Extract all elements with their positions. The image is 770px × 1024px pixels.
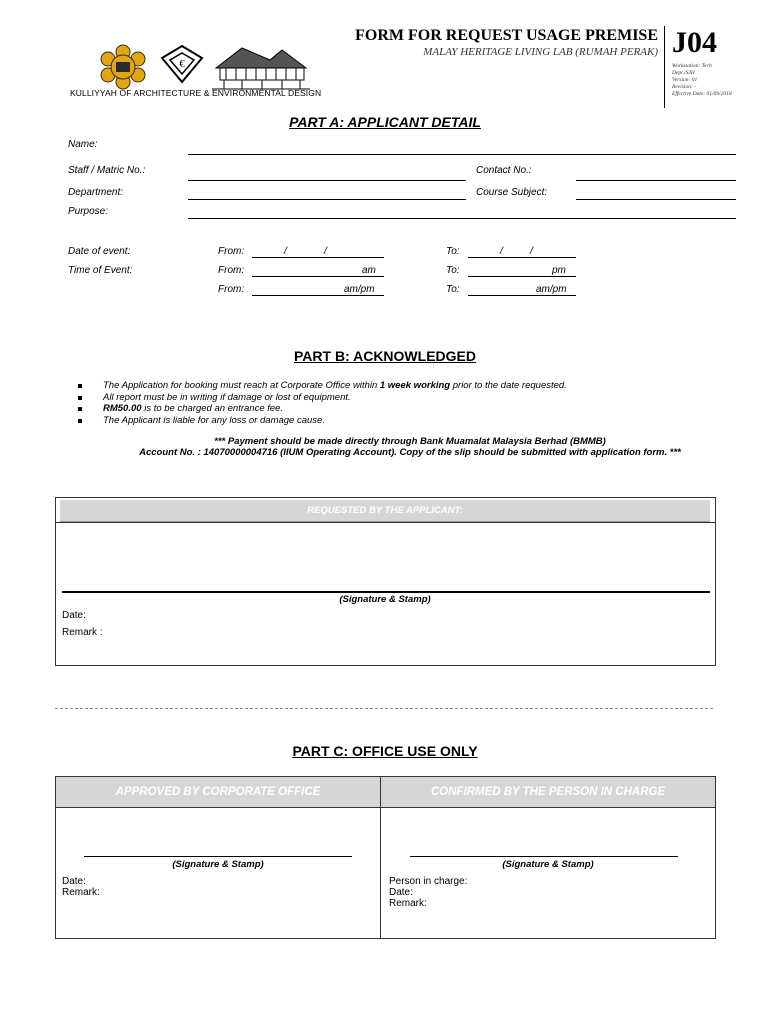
university-logo xyxy=(98,44,148,90)
purpose-label: Purpose: xyxy=(68,206,109,217)
time-from-ampm: am/pm xyxy=(344,284,375,295)
time-of-event-label: Time of Event: xyxy=(68,265,133,276)
time-from-label: From: xyxy=(218,265,245,276)
ack-item-3 xyxy=(103,403,723,415)
form-title: FORM FOR REQUEST USAGE PREMISE xyxy=(355,27,658,44)
ack-item-1 xyxy=(103,380,723,392)
cut-line xyxy=(55,708,713,709)
confirmed-date-label: Date: xyxy=(389,887,413,898)
kulliyyah-name: KULLIYYAH OF ARCHITECTURE & ENVIRONMENTAL DESIGN xyxy=(70,88,322,98)
approved-header-text: APPROVED BY CORPORATE OFFICE xyxy=(115,786,321,798)
time-from-field-2[interactable] xyxy=(252,295,384,296)
applicant-box-header-text: REQUESTED BY THE APPLICANT: xyxy=(307,505,463,516)
confirmed-signature-caption: (Signature & Stamp) xyxy=(502,859,594,870)
confirmed-remark-label: Remark: xyxy=(389,898,427,909)
time-from-label-2: From: xyxy=(218,284,245,295)
form-subtitle: MALAY HERITAGE LIVING LAB (RUMAH PERAK) xyxy=(423,46,658,58)
course-label: Course Subject: xyxy=(476,187,548,198)
staff-field[interactable] xyxy=(188,180,466,181)
contact-field[interactable] xyxy=(576,180,736,181)
date-from-field[interactable] xyxy=(252,257,384,258)
ack-text: is to be charged an entrance fee. xyxy=(141,403,284,414)
confirmed-header xyxy=(381,777,715,807)
svg-text:€: € xyxy=(179,58,185,70)
name-label: Name: xyxy=(68,139,98,150)
time-to-label-2: To: xyxy=(446,284,460,295)
time-to-field[interactable] xyxy=(468,276,576,277)
department-label: Department: xyxy=(68,187,124,198)
kulliyyah-logo xyxy=(160,44,204,84)
name-field[interactable] xyxy=(188,154,736,155)
bullet-icon xyxy=(78,384,82,388)
bullet-icon xyxy=(78,407,82,411)
date-to-slash: / xyxy=(530,246,533,257)
time-to-pm: pm xyxy=(552,265,566,276)
date-from-label: From: xyxy=(218,246,245,257)
applicant-header-divider xyxy=(55,522,716,523)
time-from-am: am xyxy=(362,265,376,276)
part-a-title: PART A: APPLICANT DETAIL xyxy=(289,114,481,130)
ack-text: The Applicant is liable for any loss or damage cause. xyxy=(103,414,325,426)
bullet-icon xyxy=(78,419,82,423)
date-to-field[interactable] xyxy=(468,257,576,258)
meta-revision: Revision: - xyxy=(672,84,696,90)
date-from-slash: / xyxy=(324,246,327,257)
date-of-event-label: Date of event: xyxy=(68,246,131,257)
applicant-signature-line[interactable] xyxy=(62,591,710,593)
department-field[interactable] xyxy=(188,199,466,200)
form-code: J04 xyxy=(672,26,717,59)
applicant-remark-label: Remark : xyxy=(62,627,103,638)
time-to-field-2[interactable] xyxy=(468,295,576,296)
payment-note-2: Account No. : 14070000004716 (IIUM Operating Account). Copy of the slip should be submitted with application form. *** xyxy=(139,447,681,458)
payment-note-1: *** Payment should be made directly through Bank Muamalat Malaysia Berhad (BMMB) xyxy=(214,436,606,447)
time-from-field[interactable] xyxy=(252,276,384,277)
contact-label: Contact No.: xyxy=(476,165,532,176)
date-to-slash: / xyxy=(500,246,503,257)
meta-version: Version: 01 xyxy=(672,77,698,83)
approved-signature-line[interactable] xyxy=(84,856,352,857)
ack-text: The Application for booking must reach at Corporate Office within xyxy=(103,380,380,391)
ack-emphasis: RM50.00 xyxy=(103,403,142,414)
person-in-charge-label: Person in charge: xyxy=(389,876,468,887)
office-use-header-divider xyxy=(55,807,716,808)
approved-header xyxy=(56,777,380,807)
approved-signature-caption: (Signature & Stamp) xyxy=(172,859,264,870)
staff-label: Staff / Matric No.: xyxy=(68,165,146,176)
confirmed-signature-line[interactable] xyxy=(410,856,678,857)
confirmed-header-text: CONFIRMED BY THE PERSON IN CHARGE xyxy=(430,786,666,798)
date-from-slash: / xyxy=(284,246,287,257)
applicant-signature-caption: (Signature & Stamp) xyxy=(339,594,431,605)
approved-date-label: Date: xyxy=(62,876,86,887)
part-b-title: PART B: ACKNOWLEDGED xyxy=(294,348,476,364)
part-c-title: PART C: OFFICE USE ONLY xyxy=(292,743,478,759)
header-divider xyxy=(664,26,665,108)
applicant-date-label: Date: xyxy=(62,610,86,621)
meta-effective-date: Effective Date: 01/09/2018 xyxy=(672,91,732,97)
course-field[interactable] xyxy=(576,199,736,200)
date-to-label: To: xyxy=(446,246,460,257)
acknowledgement-list xyxy=(103,380,723,426)
applicant-box-header xyxy=(60,500,710,522)
ack-item-4 xyxy=(103,415,723,427)
ack-emphasis: 1 week working xyxy=(379,380,451,391)
ack-text: All report must be in writing if damage or lost of equipment. xyxy=(103,391,351,403)
rumah-perak-illustration xyxy=(212,42,310,90)
ack-text: prior to the date requested. xyxy=(450,380,567,391)
purpose-field[interactable] xyxy=(188,218,736,219)
approved-remark-label: Remark: xyxy=(62,887,100,898)
time-to-ampm: am/pm xyxy=(536,284,567,295)
form-meta xyxy=(672,63,734,98)
time-to-label: To: xyxy=(446,265,460,276)
bullet-icon xyxy=(78,396,82,400)
meta-workstation: Workstation: Tech Dept./SJH xyxy=(672,63,712,76)
ack-item-2 xyxy=(103,392,723,404)
